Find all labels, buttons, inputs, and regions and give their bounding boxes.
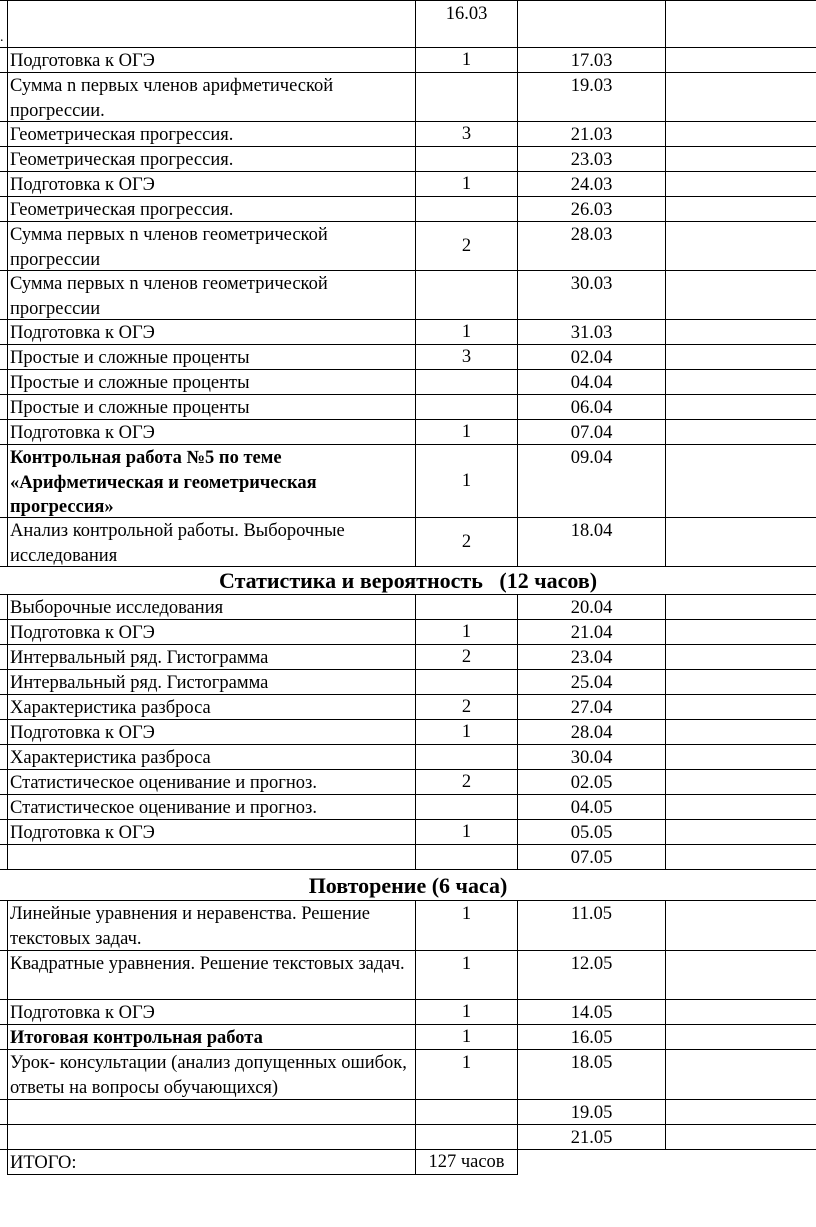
row-margin-cell: [0, 720, 8, 744]
hours-cell: [416, 845, 518, 869]
notes-cell: [666, 620, 816, 644]
date-cell: 28.04: [518, 720, 666, 744]
row-margin-cell: [0, 222, 8, 270]
table-row: [0, 122, 816, 147]
date-cell: 18.04: [518, 518, 666, 566]
topic-cell: Подготовка к ОГЭ: [8, 172, 416, 196]
hours-cell: 1: [416, 720, 518, 744]
hours-cell: [416, 271, 518, 319]
topic-cell: Выборочные исследования: [8, 595, 416, 619]
hours-cell: 1: [416, 820, 518, 844]
date-cell: 28.03: [518, 222, 666, 270]
table-row: [0, 518, 816, 567]
date-cell: 21.04: [518, 620, 666, 644]
table-row: [0, 645, 816, 670]
section-heading-statistics: [0, 567, 816, 595]
notes-cell: [666, 1025, 816, 1049]
notes-cell: [666, 820, 816, 844]
date-cell: 14.05: [518, 1000, 666, 1024]
hours-cell: 3: [416, 345, 518, 369]
row-margin-cell: [0, 518, 8, 566]
date-cell: 27.04: [518, 695, 666, 719]
date-cell: 11.05: [518, 901, 666, 950]
date-cell: 23.04: [518, 645, 666, 669]
row-margin-cell: [0, 770, 8, 794]
hours-cell: 2: [416, 770, 518, 794]
notes-cell: [666, 901, 816, 950]
table-row: [0, 901, 816, 951]
row-margin-cell: [0, 147, 8, 171]
hours-cell: 1: [416, 445, 518, 517]
table-row: [0, 395, 816, 420]
table-row: [0, 271, 816, 320]
date-cell: 06.04: [518, 395, 666, 419]
date-cell: 04.04: [518, 370, 666, 394]
row-margin-cell: [0, 1000, 8, 1024]
date-cell: 20.04: [518, 595, 666, 619]
topic-cell: Характеристика разброса: [8, 745, 416, 769]
row-margin-cell: [0, 197, 8, 221]
notes-cell: [666, 445, 816, 517]
row-margin-cell: [0, 795, 8, 819]
topic-cell: Простые и сложные проценты: [8, 370, 416, 394]
section-title: Статистика и вероятность (12 часов): [218, 568, 598, 593]
hours-cell: 2: [416, 695, 518, 719]
table-row: [0, 1100, 816, 1125]
table-row: [0, 73, 816, 122]
hours-cell: 1: [416, 48, 518, 72]
topic-cell: [8, 1, 416, 47]
hours-cell: [416, 1100, 518, 1124]
hours-cell: 1: [416, 1000, 518, 1024]
notes-cell: [666, 670, 816, 694]
row-margin-cell: [0, 122, 8, 146]
topic-cell: Подготовка к ОГЭ: [8, 48, 416, 72]
hours-cell: [416, 395, 518, 419]
hours-cell: [416, 1125, 518, 1149]
notes-cell: [666, 122, 816, 146]
date-cell: 25.04: [518, 670, 666, 694]
table-block-statistics: [0, 595, 816, 870]
row-margin-cell: [0, 395, 8, 419]
hours-cell: 2: [416, 518, 518, 566]
date-cell: 30.03: [518, 271, 666, 319]
notes-cell: [666, 271, 816, 319]
table-block-review: [0, 901, 816, 1150]
topic-cell: Контрольная работа №5 по теме «Арифметическая и геометрическая прогрессия»: [8, 445, 416, 517]
date-cell: 23.03: [518, 147, 666, 171]
table-row: [0, 845, 816, 870]
topic-cell: Урок- консультации (анализ допущенных ошибок, ответы на вопросы обучающихся): [8, 1050, 416, 1099]
topic-cell: Подготовка к ОГЭ: [8, 820, 416, 844]
topic-cell: Квадратные уравнения. Решение текстовых задач.: [8, 951, 416, 999]
notes-cell: [666, 147, 816, 171]
row-margin-cell: [0, 901, 8, 950]
table-row: [0, 595, 816, 620]
table-row: [0, 620, 816, 645]
topic-cell: Сумма n первых членов арифметической прогрессии.: [8, 73, 416, 121]
row-margin-cell: [0, 1050, 8, 1099]
hours-cell: 1: [416, 172, 518, 196]
table-row: [0, 147, 816, 172]
row-margin-cell: [0, 951, 8, 999]
row-margin-cell: [0, 1125, 8, 1149]
hours-cell: 1: [416, 320, 518, 344]
table-row: [0, 820, 816, 845]
row-margin-cell: [0, 620, 8, 644]
topic-cell: Подготовка к ОГЭ: [8, 620, 416, 644]
notes-cell: [666, 745, 816, 769]
date-cell: 05.05: [518, 820, 666, 844]
table-row: [0, 770, 816, 795]
date-cell: 02.04: [518, 345, 666, 369]
notes-cell: [666, 951, 816, 999]
topic-cell: Подготовка к ОГЭ: [8, 420, 416, 444]
hours-cell: [416, 795, 518, 819]
hours-cell: 1: [416, 1050, 518, 1099]
date-cell: 18.05: [518, 1050, 666, 1099]
table-row: [0, 0, 816, 48]
notes-cell: [666, 197, 816, 221]
date-cell: 07.05: [518, 845, 666, 869]
table-row: [0, 222, 816, 271]
notes-cell: [666, 595, 816, 619]
notes-cell: [666, 845, 816, 869]
notes-cell: [666, 320, 816, 344]
topic-cell: [8, 845, 416, 869]
topic-cell: Подготовка к ОГЭ: [8, 320, 416, 344]
notes-cell: [666, 795, 816, 819]
topic-cell: Интервальный ряд. Гистограмма: [8, 670, 416, 694]
hours-cell: [416, 670, 518, 694]
date-cell: 30.04: [518, 745, 666, 769]
notes-cell: [666, 48, 816, 72]
row-margin-cell: [0, 320, 8, 344]
table-row: [0, 345, 816, 370]
topic-cell: Простые и сложные проценты: [8, 345, 416, 369]
hours-cell: 2: [416, 645, 518, 669]
topic-cell: Подготовка к ОГЭ: [8, 720, 416, 744]
notes-cell: [666, 1000, 816, 1024]
table-row: [0, 1025, 816, 1050]
row-margin-cell: [0, 445, 8, 517]
table-row: [0, 795, 816, 820]
notes-cell: [666, 645, 816, 669]
notes-cell: [666, 770, 816, 794]
row-margin-cell: [0, 172, 8, 196]
topic-cell: Статистическое оценивание и прогноз.: [8, 795, 416, 819]
topic-cell: Характеристика разброса: [8, 695, 416, 719]
notes-cell: [666, 370, 816, 394]
date-cell: 04.05: [518, 795, 666, 819]
hours-cell: 2: [416, 222, 518, 270]
total-value: 127 часов: [416, 1150, 518, 1175]
row-margin-cell: [0, 595, 8, 619]
row-margin-cell: [0, 670, 8, 694]
topic-cell: Статистическое оценивание и прогноз.: [8, 770, 416, 794]
section-title: Повторение (6 часа): [308, 873, 508, 898]
hours-cell: 3: [416, 122, 518, 146]
hours-cell: 1: [416, 901, 518, 950]
total-row: [0, 1150, 816, 1175]
topic-cell: Интервальный ряд. Гистограмма: [8, 645, 416, 669]
topic-cell: Анализ контрольной работы. Выборочные исследования: [8, 518, 416, 566]
date-cell: 19.03: [518, 73, 666, 121]
hours-cell: [416, 147, 518, 171]
date-cell: 12.05: [518, 951, 666, 999]
hours-cell: [416, 370, 518, 394]
table-row: [0, 370, 816, 395]
date-cell: 17.03: [518, 48, 666, 72]
notes-cell: [666, 345, 816, 369]
row-margin-cell: [0, 420, 8, 444]
table-row: [0, 670, 816, 695]
section-heading-review: [0, 870, 816, 901]
row-margin-cell: [0, 745, 8, 769]
row-margin-cell: [0, 1100, 8, 1124]
topic-cell: Подготовка к ОГЭ: [8, 1000, 416, 1024]
date-cell: 19.05: [518, 1100, 666, 1124]
notes-cell: [666, 695, 816, 719]
notes-cell: [666, 420, 816, 444]
notes-cell: [666, 1, 816, 47]
hours-cell: [416, 745, 518, 769]
date-cell: 02.05: [518, 770, 666, 794]
row-margin-cell: [0, 48, 8, 72]
table-row: [0, 420, 816, 445]
topic-cell: Простые и сложные проценты: [8, 395, 416, 419]
row-margin-cell: [0, 345, 8, 369]
topic-cell: [8, 1100, 416, 1124]
topic-cell: [8, 1125, 416, 1149]
row-margin-cell: [0, 820, 8, 844]
date-cell: 31.03: [518, 320, 666, 344]
table-row: [0, 951, 816, 1000]
table-row: [0, 48, 816, 73]
notes-cell: [666, 395, 816, 419]
hours-cell: [416, 595, 518, 619]
date-cell: 26.03: [518, 197, 666, 221]
total-label: ИТОГО:: [8, 1150, 416, 1175]
notes-cell: [666, 1050, 816, 1099]
hours-cell: 16.03: [416, 1, 518, 47]
row-margin-cell: [0, 1, 8, 47]
table-row: [0, 1000, 816, 1025]
table-row: [0, 197, 816, 222]
notes-cell: [666, 222, 816, 270]
row-margin-cell: [0, 1025, 8, 1049]
topic-cell: Геометрическая прогрессия.: [8, 147, 416, 171]
table-row: [0, 320, 816, 345]
hours-cell: 1: [416, 420, 518, 444]
table-block-progressions: [0, 0, 816, 567]
topic-cell: Итоговая контрольная работа: [8, 1025, 416, 1049]
table-row: [0, 720, 816, 745]
hours-cell: 1: [416, 1025, 518, 1049]
date-cell: 07.04: [518, 420, 666, 444]
row-margin-cell: [0, 645, 8, 669]
notes-cell: [666, 73, 816, 121]
hours-cell: 1: [416, 620, 518, 644]
notes-cell: [666, 720, 816, 744]
date-cell: 21.03: [518, 122, 666, 146]
date-cell: 09.04: [518, 445, 666, 517]
topic-cell: Сумма первых n членов геометрической прогрессии: [8, 271, 416, 319]
topic-cell: Линейные уравнения и неравенства. Решение текстовых задач.: [8, 901, 416, 950]
hours-cell: [416, 197, 518, 221]
notes-cell: [666, 1100, 816, 1124]
notes-cell: [666, 518, 816, 566]
hours-cell: [416, 73, 518, 121]
table-row: [0, 1125, 816, 1150]
date-cell: 16.05: [518, 1025, 666, 1049]
table-row: [0, 445, 816, 518]
row-margin-cell: [0, 845, 8, 869]
topic-cell: Геометрическая прогрессия.: [8, 197, 416, 221]
row-marker-dot: .: [0, 30, 4, 45]
table-row: [0, 172, 816, 197]
table-row: [0, 695, 816, 720]
table-row: [0, 1050, 816, 1100]
row-margin-cell: [0, 370, 8, 394]
row-margin-cell: [0, 271, 8, 319]
topic-cell: Сумма первых n членов геометрической прогрессии: [8, 222, 416, 270]
date-cell: [518, 1, 666, 47]
date-cell: 21.05: [518, 1125, 666, 1149]
table-row: [0, 745, 816, 770]
notes-cell: [666, 1125, 816, 1149]
row-margin-cell: [0, 695, 8, 719]
hours-cell: 1: [416, 951, 518, 999]
row-margin-cell: [0, 73, 8, 121]
date-cell: 24.03: [518, 172, 666, 196]
topic-cell: Геометрическая прогрессия.: [8, 122, 416, 146]
notes-cell: [666, 172, 816, 196]
